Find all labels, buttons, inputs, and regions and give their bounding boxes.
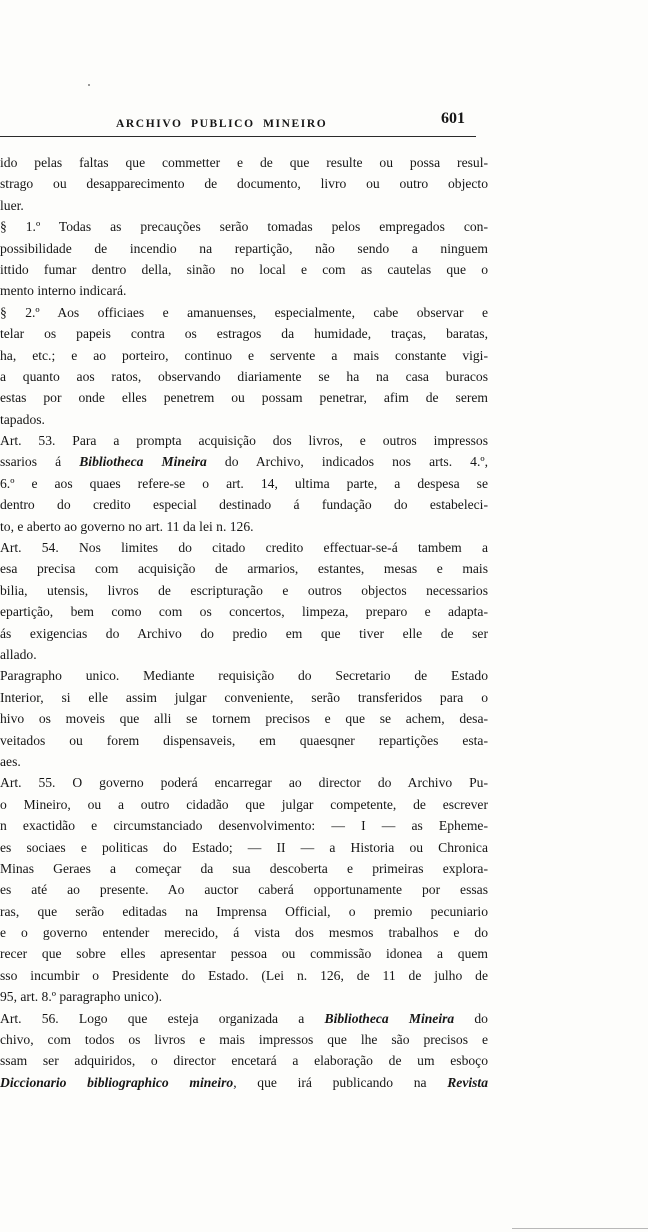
text-line: es até ao presente. Ao auctor caberá opportunamente por essas [0,882,488,898]
text-line: strago ou desapparecimento de documento, livro ou outro objecto [0,176,488,192]
text-line: Minas Geraes a começar da sua descoberta e primeiras explora- [0,860,488,876]
text-line: es sociaes e politicas do Estado; — II — a Historia ou Chronica [0,839,488,855]
text-line: aes. [0,753,21,769]
text-line: ssarios á Bibliotheca Mineira do Archivo, indicados nos arts. 4.º, [0,454,488,470]
text-line: Art. 54. Nos limites do citado credito effectuar-se-á tambem a [0,540,488,556]
text-line: estas por onde elles penetrem ou possam penetrar, afim de serem [0,390,488,406]
text-line: sso incumbir o Presidente do Estado. (Lei n. 126, de 11 de julho de [0,967,488,983]
text-line: bilia, utensis, livros de escripturação e outros objectos necessarios [0,582,488,598]
text-line: telar os papeis contra os estragos da humidade, traças, baratas, [0,326,488,342]
text-line: chivo, com todos os livros e mais impressos que lhe são precisos e [0,1032,488,1048]
text-line: e o governo entender merecido, á vista dos mesmos trabalhos e do [0,925,488,941]
text-line: 6.º e aos quaes refere-se o art. 14, ultima parte, a despesa se [0,475,488,491]
print-speck [88,84,90,86]
text-line: ssam ser adquiridos, o director encetará a elaboração de um esboço [0,1053,488,1069]
text-line: allado. [0,646,37,662]
text-line: a quanto aos ratos, observando diariamente se ha na casa buracos [0,368,488,384]
page-header [0,108,476,138]
text-line: ido pelas faltas que commetter e de que resulte ou possa resul- [0,155,488,170]
running-head: ARCHIVO PUBLICO MINEIRO [116,118,328,130]
text-line: luer. [0,197,24,213]
scan-edge-line [512,1228,648,1229]
text-line: dentro do credito especial destinado á fundação do estabeleci- [0,497,488,513]
text-line: ras, que serão editadas na Imprensa Official, o premio pecuniario [0,903,488,919]
text-line: possibilidade de incendio na repartição, não sendo a ninguem [0,240,488,256]
text-line: mento interno indicará. [0,283,127,299]
text-line: ás exigencias do Archivo do predio em que tiver elle de ser [0,625,488,641]
text-line: Art. 56. Logo que esteja organizada a Bibliotheca Mineira do [0,1010,488,1026]
text-line: o Mineiro, ou a outro cidadão que julgar competente, de escrever [0,796,488,812]
text-line: recer que sobre elles apresentar pessoa ou commissão idonea a quem [0,946,488,962]
text-line: ittido fumar dentro della, sinão no local e com as cautelas que o [0,261,488,277]
text-line: Art. 53. Para a prompta acquisição dos livros, e outros impressos [0,433,488,449]
text-line: Paragrapho unico. Mediante requisição do Secretario de Estado [0,668,488,684]
text-line: 95, art. 8.º paragrapho unico). [0,989,162,1005]
text-line: to, e aberto ao governo no art. 11 da lei n. 126. [0,518,254,534]
text-line: epartição, bem como com os concertos, limpeza, preparo e adapta- [0,604,488,620]
text-line: tapados. [0,411,45,427]
text-line: n exactidão e circumstanciado desenvolvimento: — I — as Epheme- [0,818,488,834]
body-text [0,152,488,1093]
text-line: § 2.º Aos officiaes e amanuenses, especialmente, cabe observar e [0,304,488,320]
text-line: ha, etc.; e ao porteiro, continuo e servente a mais constante vigi- [0,347,488,363]
text-line: Art. 55. O governo poderá encarregar ao director do Archivo Pu- [0,775,488,791]
text-line: Interior, si elle assim julgar conveniente, serão transferidos para o [0,689,488,705]
text-line: esa precisa com acquisição de armarios, estantes, mesas e mais [0,561,488,577]
text-line: veitados ou forem dispensaveis, em quaesqner repartições esta- [0,732,488,748]
text-line: § 1.º Todas as precauções serão tomadas pelos empregados con- [0,219,488,235]
page-number: 601 [441,110,465,127]
text-line: hivo os moveis que alli se tornem precisos e que se achem, desa- [0,711,488,727]
text-line: Diccionario bibliographico mineiro, que irá publicando na Revista [0,1074,488,1090]
header-rule [0,136,476,137]
